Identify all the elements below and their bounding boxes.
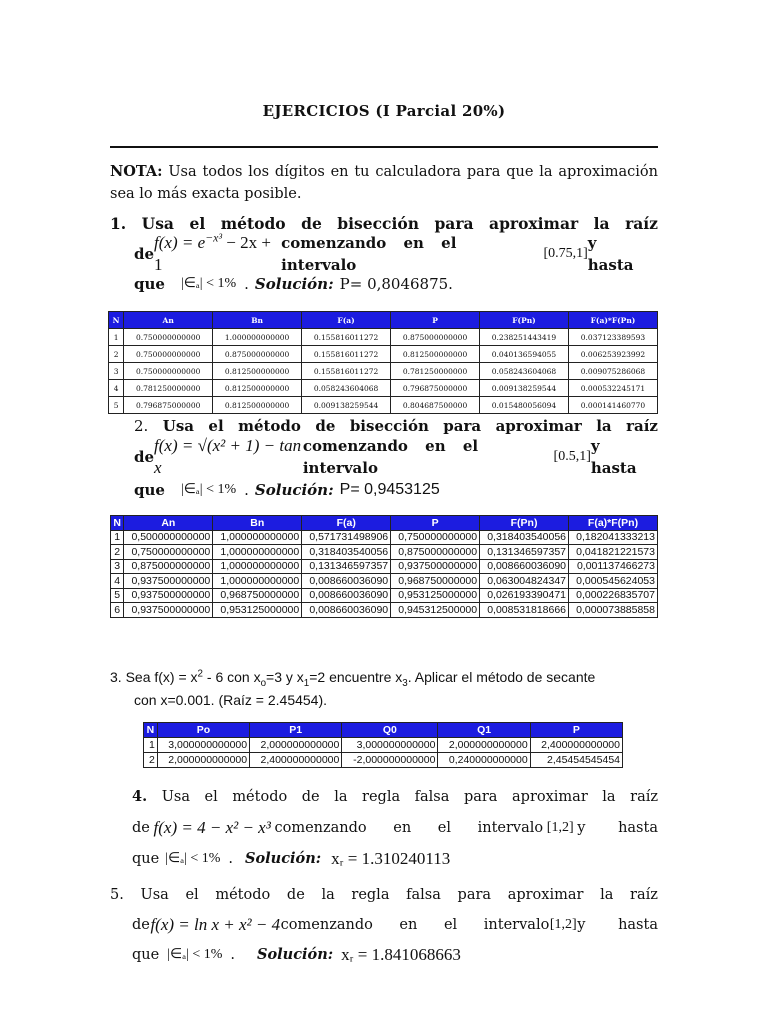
exercise-5-hasta: y hasta <box>577 917 658 933</box>
exercise-1-word: bisección <box>337 214 419 233</box>
exercise-2-word: bisección <box>349 417 429 435</box>
exercise-5-line3: que |∈ₐ| < 1% . Solución: xᵣ = 1.841068663 <box>132 945 461 964</box>
exercise-5-word: método <box>215 887 271 903</box>
table-1-cell: 0.155816011272 <box>302 363 391 380</box>
table-2-cell: 0,968750000000 <box>213 588 302 603</box>
exercise-1-function: $f(x) = e^{-x^3} - 2x + 1$ <box>154 230 271 274</box>
table-2-cell: 0,131346597357 <box>302 559 391 574</box>
exercise-1-solution-value: P= 0,8046875. <box>339 275 453 293</box>
exercise-1-word: Usa <box>141 214 174 233</box>
table-2-cell: 0,008660036090 <box>480 559 569 574</box>
table-1-cell: 0.796875000000 <box>391 380 480 397</box>
table-3-cell: 2,000000000000 <box>250 738 342 753</box>
table-2-cell: 1,000000000000 <box>213 545 302 560</box>
table-2-cell: 0,182041333213 <box>569 530 658 545</box>
table-2-cell: 0,875000000000 <box>391 545 480 560</box>
exercise-5-condition: |∈ₐ| < 1% <box>167 947 223 962</box>
exercise-2-line3: que |∈ₐ| < 1% . Solución: P= 0,9453125 <box>134 481 440 499</box>
exercise-4-word: método <box>232 789 288 805</box>
table-2-cell: 1 <box>111 530 124 545</box>
table-1-cell: 0.015480056094 <box>480 397 569 414</box>
table-1-cell: 1.000000000000 <box>213 329 302 346</box>
nota-text: Usa todos los dígitos en tu calculadora para que la aproximación sea lo más exacta posible. <box>110 164 658 202</box>
table-1-cell: 0.781250000000 <box>391 363 480 380</box>
table-3-header-cell: Q0 <box>342 723 438 738</box>
table-1-cell: 0.875000000000 <box>213 346 302 363</box>
exercise-4-number: 4. <box>132 788 148 805</box>
nota-paragraph <box>110 161 658 205</box>
table-2-cell: 0,937500000000 <box>124 603 213 618</box>
table-2-cell: 0,008660036090 <box>302 603 391 618</box>
table-3-cell: 2,000000000000 <box>438 738 530 753</box>
table-2-cell: 0,937500000000 <box>391 559 480 574</box>
exercise-4-solution-label: Solución: <box>245 850 322 867</box>
table-2-cell: 0,937500000000 <box>124 588 213 603</box>
exercise-5 <box>110 884 658 970</box>
table-1-cell: 0.796875000000 <box>124 397 213 414</box>
exercise-5-word: de <box>286 887 305 903</box>
exercise-5-word: regla <box>351 887 390 903</box>
table-1-cell: 0.750000000000 <box>124 346 213 363</box>
table-1-header-cell: P <box>391 312 480 329</box>
table-1-cell: 0.006253923992 <box>568 346 657 363</box>
table-1-header-cell: F(Pn) <box>480 312 569 329</box>
exercise-1-mid: comenzando en el intervalo <box>281 234 457 274</box>
exercise-5-de: de <box>132 917 150 933</box>
exercise-5-que: que <box>132 947 160 963</box>
table-3-header <box>144 723 623 738</box>
table-2-header-cell: N <box>111 516 124 531</box>
table-1-cell: 1 <box>109 329 124 346</box>
table-3-header-cell: Q1 <box>438 723 530 738</box>
table-2-cell: 1,000000000000 <box>213 559 302 574</box>
table-1-cell: 0.750000000000 <box>124 363 213 380</box>
table-1 <box>108 311 658 414</box>
table-2-cell: 0,063004824347 <box>480 574 569 589</box>
table-1-row <box>109 363 658 380</box>
table-1-cell: 0.812500000000 <box>213 380 302 397</box>
exercise-1-word: el <box>189 214 206 233</box>
table-1-cell: 0.009138259544 <box>480 380 569 397</box>
exercise-4-word: falsa <box>414 789 450 805</box>
table-2-cell: 0,953125000000 <box>391 588 480 603</box>
exercise-4-word: el <box>204 789 218 805</box>
table-2-cell: 1,000000000000 <box>213 530 302 545</box>
table-2-cell: 4 <box>111 574 124 589</box>
exercise-3-line1: 3. Sea $f(x) = x^2 - 6$ con $x_o=3$ y $x_1=2$ encuentre $x_3$. Aplicar el método de secante <box>110 668 596 689</box>
table-1-cell: 0.750000000000 <box>124 329 213 346</box>
exercise-4-function: f(x) = 4 − x² − x³ <box>153 818 271 837</box>
exercise-4-word: Usa <box>161 789 190 805</box>
table-1-cell: 0.812500000000 <box>391 346 480 363</box>
table-2-row <box>111 603 658 618</box>
table-1-cell: 0.000532245171 <box>568 380 657 397</box>
exercise-1-word: método <box>220 214 286 233</box>
nota-label: NOTA: <box>110 163 163 180</box>
table-1-header-cell: N <box>109 312 124 329</box>
table-1-cell: 5 <box>109 397 124 414</box>
exercise-2-hasta: y hasta <box>590 437 637 477</box>
table-1-header-cell: F(a) <box>302 312 391 329</box>
exercise-2-number: 2. <box>134 417 149 435</box>
table-1-cell: 0.155816011272 <box>302 346 391 363</box>
exercise-3-number: 3. <box>110 669 122 685</box>
exercise-1-condition: |∈ₐ| < 1% <box>180 276 237 291</box>
exercise-2-condition: |∈ₐ| < 1% <box>180 482 237 497</box>
exercise-1-interval: [0.75,1] <box>543 246 588 261</box>
table-1-cell: 3 <box>109 363 124 380</box>
table-1-row <box>109 397 658 414</box>
exercise-1-solution-label: Solución: <box>254 275 334 293</box>
exercise-1-word: raíz <box>625 214 658 233</box>
table-2-header-cell: F(a)*F(Pn) <box>569 516 658 531</box>
table-2-cell: 0,000226835707 <box>569 588 658 603</box>
exercise-1-line2 <box>110 230 658 274</box>
exercise-2-interval: [0.5,1] <box>553 449 591 464</box>
table-1-cell: 0.804687500000 <box>391 397 480 414</box>
title-divider <box>110 146 658 148</box>
table-2-cell: 0,026193390471 <box>480 588 569 603</box>
table-3-cell: 2,400000000000 <box>250 753 342 768</box>
table-3-row <box>144 753 623 768</box>
exercise-3 <box>110 666 660 712</box>
table-1-cell: 4 <box>109 380 124 397</box>
exercise-5-line1 <box>110 884 658 910</box>
exercise-2-function: f(x) = √(x² + 1) − tan x <box>154 436 302 477</box>
exercise-2-word: el <box>208 417 224 435</box>
table-3-header-cell: P1 <box>250 723 342 738</box>
exercise-2-word: aproximar <box>495 417 582 435</box>
table-3-cell: 3,000000000000 <box>157 738 249 753</box>
exercise-5-number: 5. <box>110 887 124 903</box>
table-2-cell: 6 <box>111 603 124 618</box>
table-3-cell: 3,000000000000 <box>342 738 438 753</box>
exercise-2-word: raíz <box>626 417 658 435</box>
table-1-cell: 0.812500000000 <box>213 397 302 414</box>
table-2-row <box>111 530 658 545</box>
table-1-header <box>109 312 658 329</box>
table-1-row <box>109 346 658 363</box>
exercise-3-line2: con x=0.001. (Raíz = 2.45454). <box>134 692 328 708</box>
exercise-2-de: de <box>134 448 155 466</box>
exercise-5-word: el <box>185 887 199 903</box>
table-1-row <box>109 329 658 346</box>
exercise-4-line2 <box>110 812 658 844</box>
exercise-5-word: Usa <box>140 887 169 903</box>
exercise-5-line2 <box>110 910 658 940</box>
table-1-cell: 0.058243604068 <box>302 380 391 397</box>
exercise-2-word: Usa <box>162 417 194 435</box>
exercise-2-mid: comenzando en el intervalo <box>302 437 479 477</box>
table-1-cell: 0.040136594055 <box>480 346 569 363</box>
table-2-cell: 0,968750000000 <box>391 574 480 589</box>
exercise-2-solution-label: Solución: <box>254 481 334 499</box>
exercise-5-word: raíz <box>630 887 658 903</box>
table-2-row <box>111 588 658 603</box>
table-2-cell: 5 <box>111 588 124 603</box>
table-2-header-cell: An <box>124 516 213 531</box>
table-2-cell: 0,750000000000 <box>391 530 480 545</box>
table-2-cell: 0,008660036090 <box>302 574 391 589</box>
table-2-cell: 0,008660036090 <box>302 588 391 603</box>
exercise-1-word: de <box>301 214 322 233</box>
table-2-header-cell: P <box>391 516 480 531</box>
table-3-header-cell: N <box>144 723 158 738</box>
table-2-row <box>111 574 658 589</box>
table-2-row <box>111 559 658 574</box>
table-1-cell: 2 <box>109 346 124 363</box>
table-3-cell: 0,240000000000 <box>438 753 530 768</box>
exercise-2-que: que <box>134 481 165 499</box>
table-2-header-cell: Bn <box>213 516 302 531</box>
table-1-cell: 0.155816011272 <box>302 329 391 346</box>
table-2-cell: 0,500000000000 <box>124 530 213 545</box>
exercise-4-word: regla <box>362 789 401 805</box>
exercise-1-line3: que |∈ₐ| < 1% . Solución: P= 0,8046875. <box>134 275 453 293</box>
exercise-4-word: de <box>301 789 320 805</box>
exercise-1-que: que <box>134 275 165 293</box>
table-1-header-cell: F(a)*F(Pn) <box>568 312 657 329</box>
exercise-4-condition: |∈ₐ| < 1% <box>165 851 221 866</box>
table-1-header-cell: An <box>124 312 213 329</box>
table-2-cell: 0,001137466273 <box>569 559 658 574</box>
exercise-4-word: la <box>602 789 616 805</box>
table-2-header-cell: F(Pn) <box>480 516 569 531</box>
table-2-cell: 0,937500000000 <box>124 574 213 589</box>
exercise-4-mid: comenzando en el intervalo <box>274 820 544 836</box>
exercise-4-line3: que |∈ₐ| < 1% . Solución: xᵣ = 1.310240113 <box>132 849 451 868</box>
exercise-1-hasta: y hasta <box>587 234 634 274</box>
exercise-5-word: para <box>457 887 492 903</box>
exercise-4-line1 <box>110 786 658 812</box>
exercise-5-word: falsa <box>406 887 441 903</box>
table-2-cell: 0,875000000000 <box>124 559 213 574</box>
table-2-header-cell: F(a) <box>302 516 391 531</box>
exercise-1 <box>110 213 658 297</box>
table-1-cell: 0.037123389593 <box>568 329 657 346</box>
table-2-cell: 0,318403540056 <box>302 545 391 560</box>
exercise-2-word: de <box>315 417 336 435</box>
table-2-header <box>111 516 658 531</box>
table-3-body <box>144 738 623 768</box>
exercise-2 <box>110 415 658 505</box>
table-2-cell: 0,131346597357 <box>480 545 569 560</box>
table-2 <box>110 515 658 618</box>
table-1-cell: 0.058243604068 <box>480 363 569 380</box>
table-3-cell: 2,45454545454 <box>530 753 622 768</box>
exercise-1-word: para <box>434 214 474 233</box>
exercise-4 <box>110 786 658 874</box>
table-1-cell: 0.812500000000 <box>213 363 302 380</box>
table-1-cell: 0.875000000000 <box>391 329 480 346</box>
table-1-body <box>109 329 658 414</box>
table-3-cell: 2,000000000000 <box>157 753 249 768</box>
exercise-2-word: para <box>443 417 482 435</box>
exercise-2-word: método <box>238 417 301 435</box>
table-2-cell: 0,000073885858 <box>569 603 658 618</box>
exercise-5-function: f(x) = ln x + x² − 4 <box>150 915 281 934</box>
exercise-1-word: la <box>593 214 610 233</box>
exercise-5-word: la <box>600 887 614 903</box>
exercise-2-line2 <box>110 436 658 477</box>
exercise-5-word: aproximar <box>507 887 584 903</box>
table-2-cell: 0,750000000000 <box>124 545 213 560</box>
exercise-4-hasta: y hasta <box>577 820 658 836</box>
table-3-row <box>144 738 623 753</box>
table-3-cell: 1 <box>144 738 158 753</box>
table-2-row <box>111 545 658 560</box>
exercise-2-solution-value: P= 0,9453125 <box>339 481 440 498</box>
exercise-4-word: raíz <box>630 789 658 805</box>
exercise-1-number: 1. <box>110 214 127 233</box>
table-1-cell: 0.000141460770 <box>568 397 657 414</box>
exercise-1-de: de <box>134 245 155 263</box>
table-1-cell: 0.009075286068 <box>568 363 657 380</box>
exercise-5-solution-label: Solución: <box>257 946 334 963</box>
table-3 <box>143 722 623 768</box>
exercise-1-word: aproximar <box>489 214 579 233</box>
exercise-5-interval: [1,2] <box>549 917 577 932</box>
table-2-cell: 2 <box>111 545 124 560</box>
exercise-2-word: la <box>596 417 612 435</box>
table-1-cell: 0.781250000000 <box>124 380 213 397</box>
exercise-4-word: la <box>334 789 348 805</box>
table-1-row <box>109 380 658 397</box>
table-2-body <box>111 530 658 617</box>
table-2-cell: 0,945312500000 <box>391 603 480 618</box>
exercise-4-word: para <box>463 789 498 805</box>
table-2-cell: 0,953125000000 <box>213 603 302 618</box>
table-1-cell: 0.238251443419 <box>480 329 569 346</box>
table-3-cell: 2,400000000000 <box>530 738 622 753</box>
exercise-5-word: la <box>321 887 335 903</box>
table-1-header-cell: Bn <box>213 312 302 329</box>
exercise-4-que: que <box>132 851 160 867</box>
table-3-header-cell: Po <box>157 723 249 738</box>
table-2-cell: 0,571731498906 <box>302 530 391 545</box>
exercise-5-solution-value: xᵣ = 1.841068663 <box>341 945 461 964</box>
table-2-cell: 0,000545624053 <box>569 574 658 589</box>
exercise-4-de: de <box>132 820 150 836</box>
exercise-4-solution-value: xᵣ = 1.310240113 <box>331 849 451 868</box>
exercise-4-interval: [1,2] <box>546 820 574 835</box>
table-2-cell: 0,318403540056 <box>480 530 569 545</box>
table-2-cell: 3 <box>111 559 124 574</box>
table-3-cell: -2,000000000000 <box>342 753 438 768</box>
table-3-cell: 2 <box>144 753 158 768</box>
table-3-header-cell: P <box>530 723 622 738</box>
table-1-cell: 0.009138259544 <box>302 397 391 414</box>
page-title: EJERCICIOS (I Parcial 20%) <box>262 102 506 120</box>
table-2-cell: 1,000000000000 <box>213 574 302 589</box>
table-2-cell: 0,008531818666 <box>480 603 569 618</box>
exercise-5-mid: comenzando en el intervalo <box>280 917 550 933</box>
exercise-4-word: aproximar <box>512 789 588 805</box>
table-2-cell: 0,041821221573 <box>569 545 658 560</box>
